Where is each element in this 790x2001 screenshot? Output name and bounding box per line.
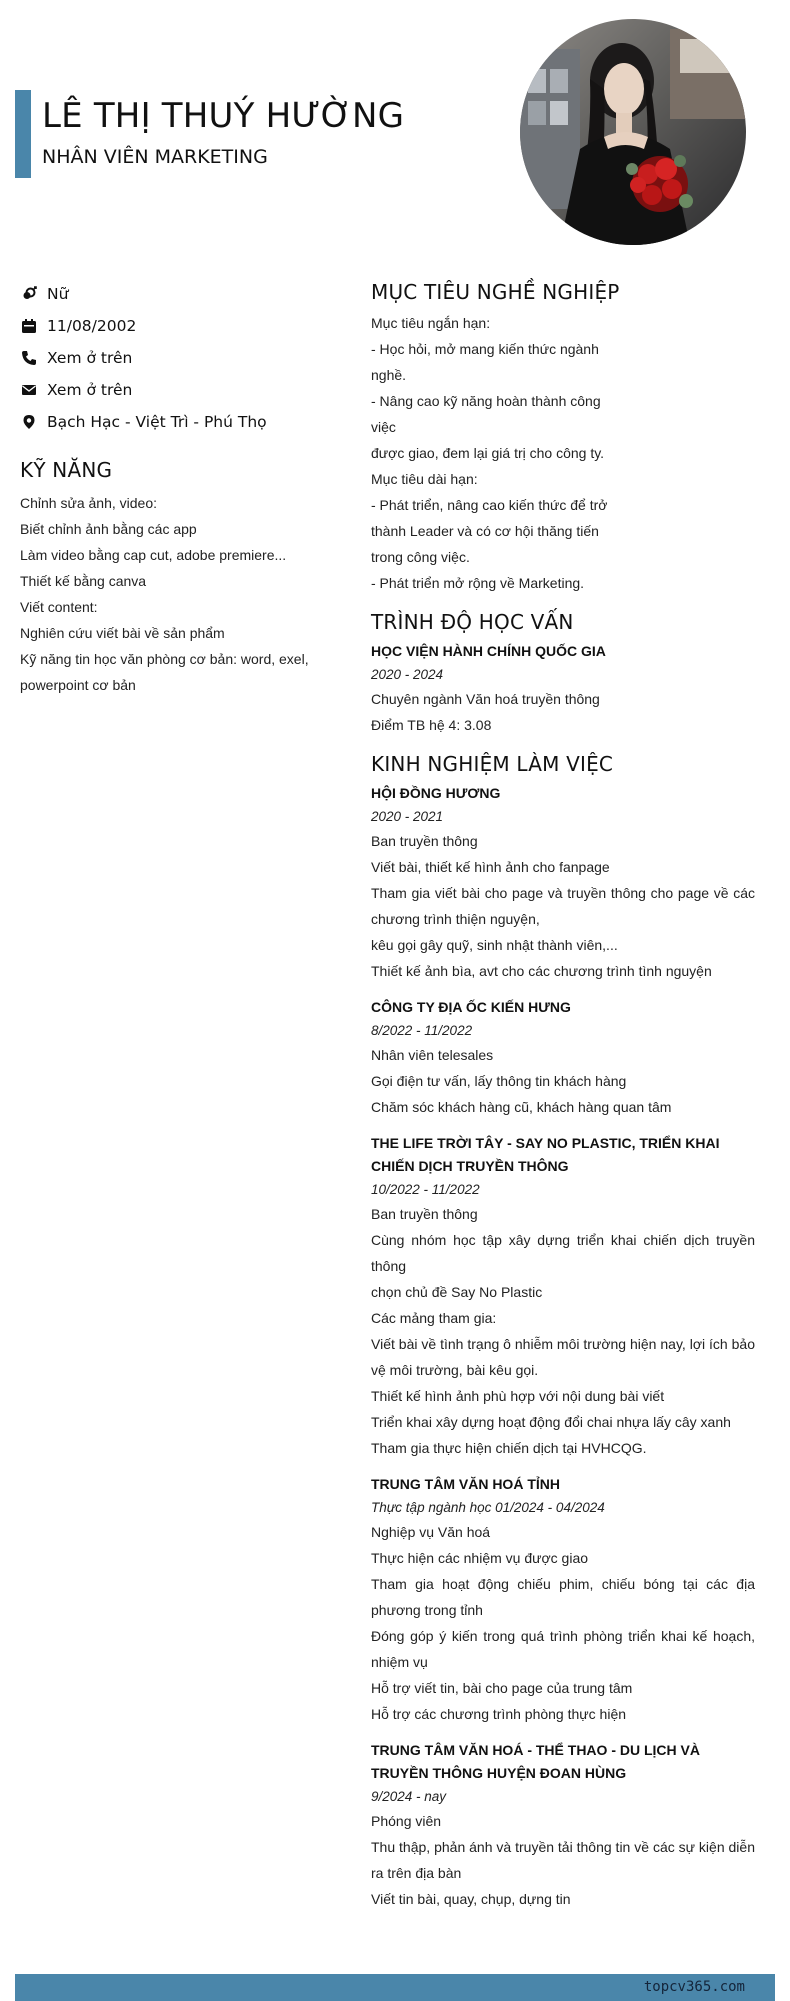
objective-line: - Phát triển mở rộng về Marketing. <box>371 575 585 591</box>
skill-line: Kỹ năng tin học văn phòng cơ bản: word, exel, <box>20 651 309 667</box>
experience-heading: KINH NGHIỆM LÀM VIỆC <box>371 752 614 776</box>
left-column <box>20 278 350 698</box>
skill-line: Biết chỉnh ảnh bằng các app <box>20 521 197 537</box>
email-row <box>20 374 350 406</box>
experience-line: Hỗ trợ các chương trình phòng thực hiện <box>371 1706 627 1722</box>
objective-line: - Nâng cao kỹ năng hoàn thành công <box>371 393 601 409</box>
experience-entry <box>371 782 755 984</box>
objective-line: - Phát triển, nâng cao kiến thức để trở <box>371 497 608 513</box>
gender-text: Nữ <box>47 285 69 303</box>
skill-line: Viết content: <box>20 599 98 615</box>
candidate-name: LÊ THỊ THUÝ HƯỜNG <box>42 96 405 136</box>
experience-line: Thực hiện các nhiệm vụ được giao <box>371 1550 589 1566</box>
phone-icon <box>20 350 37 367</box>
footer-watermark[interactable]: topcv365.com <box>643 1979 745 1995</box>
address-text: Bạch Hạc - Việt Trì - Phú Thọ <box>47 413 267 431</box>
education-heading: TRÌNH ĐỘ HỌC VẤN <box>371 610 574 634</box>
email-text: Xem ở trên <box>47 381 133 399</box>
experience-line: Ban truyền thông <box>371 833 478 849</box>
experience-line: Viết tin bài, quay, chụp, dựng tin <box>371 1891 571 1907</box>
experience-date: 8/2022 - 11/2022 <box>371 1023 473 1038</box>
skill-line: powerpoint cơ bản <box>20 677 136 693</box>
school-name: HỌC VIỆN HÀNH CHÍNH QUỐC GIA <box>371 643 606 659</box>
experience-entry <box>371 996 755 1120</box>
experience-line: Nhân viên telesales <box>371 1047 494 1063</box>
experience-date: 10/2022 - 11/2022 <box>371 1182 480 1197</box>
experience-entry <box>371 1739 755 1912</box>
experience-line: Thiết kế hình ảnh phù hợp với nội dung bài viết <box>371 1388 665 1404</box>
experience-line: Viết bài, thiết kế hình ảnh cho fanpage <box>371 859 610 875</box>
experience-date: 9/2024 - nay <box>371 1789 447 1804</box>
name-accent-bar <box>15 90 31 178</box>
footer-bar <box>15 1974 775 2001</box>
education-entry <box>371 640 755 738</box>
experience-date: Thực tập ngành học 01/2024 - 04/2024 <box>371 1500 605 1515</box>
experience-line: Tham gia viết bài cho page và truyền thông cho page về các chương trình thiện nguyện, <box>371 885 755 927</box>
company-name: HỘI ĐỒNG HƯƠNG <box>371 785 501 801</box>
location-pin-icon <box>20 414 37 431</box>
experience-line: Ban truyền thông <box>371 1206 478 1222</box>
experience-line: Hỗ trợ viết tin, bài cho page của trung tâm <box>371 1680 633 1696</box>
phone-text: Xem ở trên <box>47 349 133 367</box>
objective-text <box>371 310 611 596</box>
envelope-icon <box>20 382 37 399</box>
objective-line: - Học hỏi, mở mang kiến thức ngành <box>371 341 599 357</box>
skills-list <box>20 490 350 698</box>
company-name: THE LIFE TRỜI TÂY - SAY NO PLASTIC, TRIỂN KHAI CHIẾN DỊCH TRUYỀN THÔNG <box>371 1135 720 1174</box>
objective-line: nghề. <box>371 367 407 383</box>
skill-line: Nghiên cứu viết bài về sản phẩm <box>20 625 225 641</box>
objective-line: thành Leader và có cơ hội thăng tiến <box>371 523 599 539</box>
experience-line: Chăm sóc khách hàng cũ, khách hàng quan tâm <box>371 1099 672 1115</box>
experience-line: Nghiệp vụ Văn hoá <box>371 1524 491 1540</box>
experience-line: Các mảng tham gia: <box>371 1310 497 1326</box>
job-title: NHÂN VIÊN MARKETING <box>42 146 268 168</box>
skills-heading: KỸ NĂNG <box>20 458 113 482</box>
objective-line: được giao, đem lại giá trị cho công ty. <box>371 445 605 461</box>
skill-line: Thiết kế bằng canva <box>20 573 147 589</box>
education-line: Chuyên ngành Văn hoá truyền thông <box>371 691 600 707</box>
company-name: CÔNG TY ĐỊA ỐC KIẾN HƯNG <box>371 999 571 1015</box>
company-name: TRUNG TÂM VĂN HOÁ - THỂ THAO - DU LỊCH VÀ TRUYỀN THÔNG HUYỆN ĐOAN HÙNG <box>371 1742 700 1781</box>
birthday-text: 11/08/2002 <box>47 317 137 335</box>
skill-line: Chỉnh sửa ảnh, video: <box>20 495 158 511</box>
experience-line: Cùng nhóm học tập xây dựng triển khai chiến dịch truyền thông <box>371 1232 755 1274</box>
experience-line: Thiết kế ảnh bìa, avt cho các chương trình tình nguyện <box>371 963 712 979</box>
education-line: Điểm TB hệ 4: 3.08 <box>371 717 492 733</box>
objective-line: việc <box>371 419 396 435</box>
objective-heading: MỤC TIÊU NGHỀ NGHIỆP <box>371 280 620 304</box>
experience-line: Tham gia thực hiện chiến dịch tại HVHCQG. <box>371 1440 647 1456</box>
experience-line: chọn chủ đề Say No Plastic <box>371 1284 543 1300</box>
phone-row <box>20 342 350 374</box>
gender-row <box>20 278 350 310</box>
skill-line: Làm video bằng cap cut, adobe premiere... <box>20 547 287 563</box>
experience-line: Viết bài về tình trạng ô nhiễm môi trường hiện nay, lợi ích bảo vệ môi trường, bài kêu gọi. <box>371 1336 755 1378</box>
right-column <box>371 280 755 1924</box>
experience-entry <box>371 1132 755 1461</box>
calendar-icon <box>20 318 37 335</box>
address-row <box>20 406 350 438</box>
experience-line: Gọi điện tư vấn, lấy thông tin khách hàng <box>371 1073 627 1089</box>
experience-line: Đóng góp ý kiến trong quá trình phòng triển khai kế hoạch, nhiệm vụ <box>371 1628 755 1670</box>
experience-line: Phóng viên <box>371 1813 442 1829</box>
experience-line: kêu gọi gây quỹ, sinh nhật thành viên,... <box>371 937 618 953</box>
education-date: 2020 - 2024 <box>371 667 444 682</box>
company-name: TRUNG TÂM VĂN HOÁ TỈNH <box>371 1476 560 1492</box>
experience-line: Triển khai xây dựng hoạt động đổi chai nhựa lấy cây xanh <box>371 1414 731 1430</box>
objective-line: Mục tiêu dài hạn: <box>371 471 478 487</box>
gender-icon <box>20 286 37 303</box>
profile-photo <box>520 19 746 245</box>
experience-line: Tham gia hoạt động chiếu phim, chiếu bóng tại các địa phương trong tỉnh <box>371 1576 755 1618</box>
objective-line: trong công việc. <box>371 549 470 565</box>
objective-line: Mục tiêu ngắn hạn: <box>371 315 491 331</box>
experience-line: Thu thập, phản ánh và truyền tải thông tin về các sự kiện diễn ra trên địa bàn <box>371 1839 755 1881</box>
experience-entry <box>371 1473 755 1727</box>
experience-date: 2020 - 2021 <box>371 809 444 824</box>
birthday-row <box>20 310 350 342</box>
